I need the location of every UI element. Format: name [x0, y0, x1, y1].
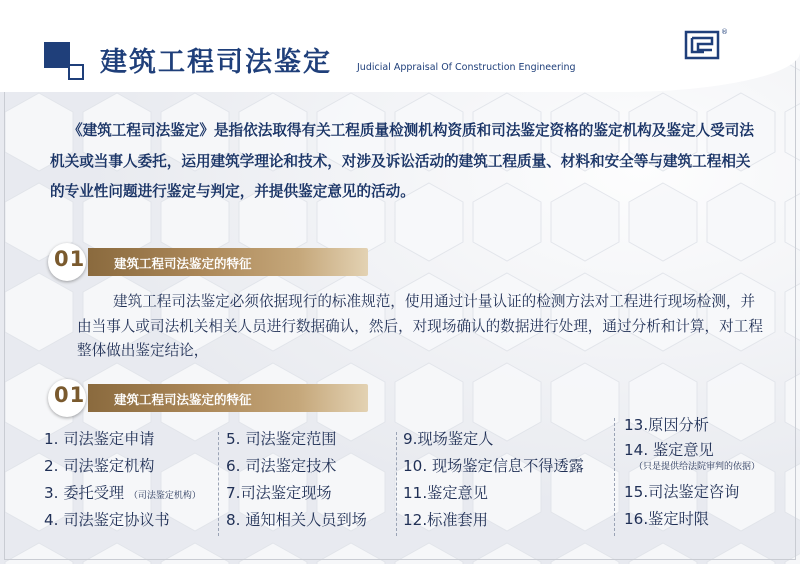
list-item-note: （司法鉴定机构）	[128, 491, 201, 501]
list-item-note: （只是提供给法院审判的依据）	[634, 462, 761, 472]
company-logo-icon	[684, 30, 720, 60]
list-item: 13.原因分析	[624, 416, 709, 434]
list-item: 11.鉴定意见	[403, 484, 488, 502]
list-item: 4. 司法鉴定协议书	[44, 511, 170, 529]
list-column-4	[624, 412, 760, 533]
intro-paragraph: 《建筑工程司法鉴定》是指依法取得有关工程质量检测机构资质和司法鉴定资格的鉴定机构及鉴定人受司法机关或当事人委托，运用建筑学理论和技术，对涉及诉讼活动的建筑工程质量、材料和安全等与建筑工程相关的专业性问题进行鉴定与判定，并提供鉴定意见的活动。	[50, 122, 754, 200]
list-item: 1. 司法鉴定申请	[44, 430, 155, 448]
list-item: 7.司法鉴定现场	[226, 484, 332, 502]
feature-description: 建筑工程司法鉴定必须依据现行的标准规范，使用通过计量认证的检测方法对工程进行现场检测，并由当事人或司法机关相关人员进行数据确认，然后，对现场确认的数据进行处理，通过分析和计算，对工程整体做出鉴定结论，	[77, 293, 763, 359]
section-number: 01	[54, 383, 86, 407]
list-item: 14. 鉴定意见	[624, 441, 714, 459]
registered-mark: ®	[721, 28, 728, 36]
list-item: 16.鉴定时限	[624, 510, 709, 528]
column-divider	[396, 432, 397, 536]
list-item: 10. 现场鉴定信息不得透露	[403, 457, 584, 475]
list-item: 12.标准套用	[403, 511, 488, 529]
page-title: 建筑工程司法鉴定	[100, 47, 332, 78]
column-divider	[218, 432, 219, 536]
list-item: 9.现场鉴定人	[403, 430, 494, 448]
title-square-icon	[44, 42, 82, 80]
list-item: 2. 司法鉴定机构	[44, 457, 155, 475]
list-item: 15.司法鉴定咨询	[624, 483, 740, 501]
list-item: 6. 司法鉴定技术	[226, 457, 337, 475]
list-item-label: 3. 委托受理	[44, 484, 125, 502]
section-number: 01	[54, 247, 86, 271]
section-header-1	[48, 243, 368, 281]
list-item: 8. 通知相关人员到场	[226, 511, 367, 529]
list-item	[44, 480, 201, 507]
list-item: 5. 司法鉴定范围	[226, 430, 337, 448]
list-column-3	[403, 426, 584, 534]
section-header-2	[48, 379, 368, 417]
header	[0, 0, 800, 92]
list-column-1	[44, 426, 201, 534]
section-title: 建筑工程司法鉴定的特征	[114, 392, 252, 407]
section-title: 建筑工程司法鉴定的特征	[114, 256, 252, 271]
page-subtitle-en: Judicial Appraisal Of Construction Engineering	[357, 62, 576, 73]
list-column-2	[226, 426, 367, 534]
column-divider	[614, 418, 615, 536]
